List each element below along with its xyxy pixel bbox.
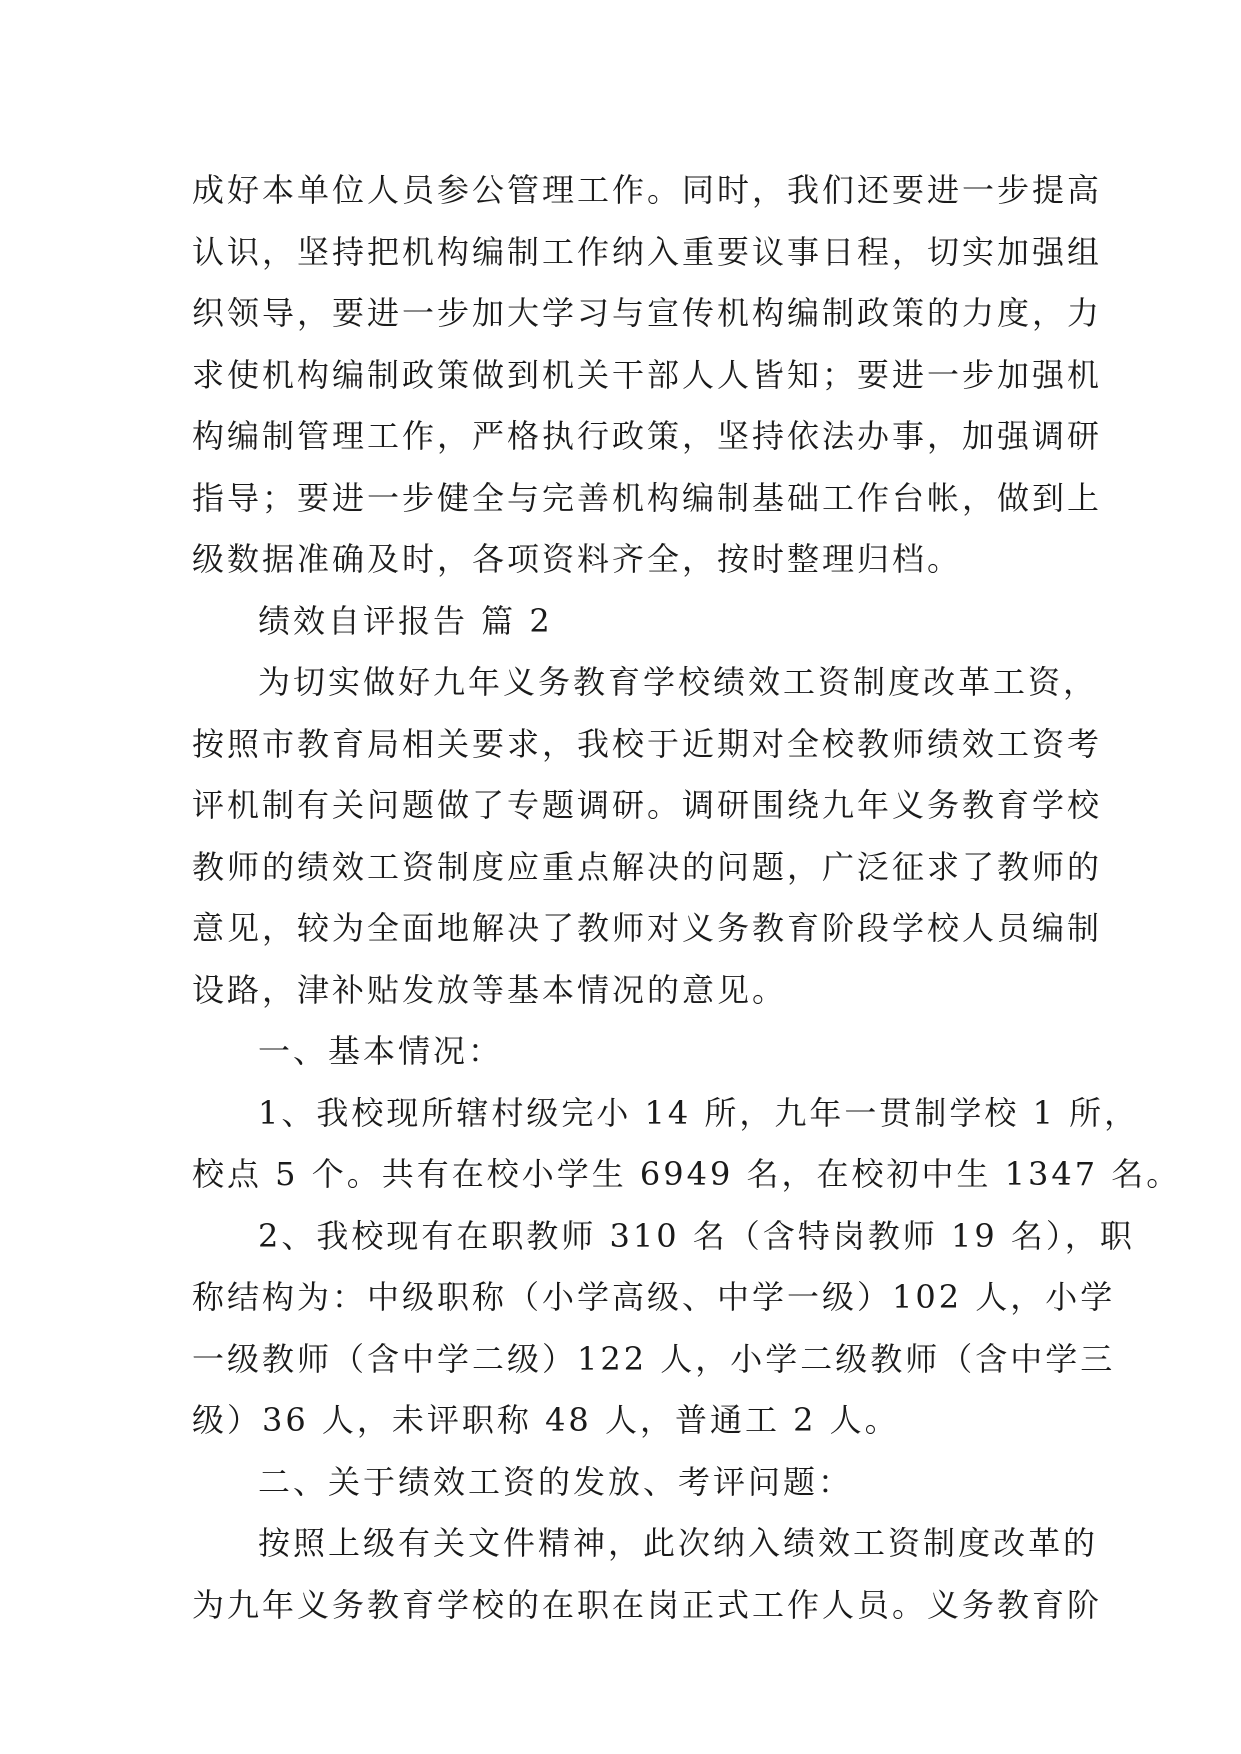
document-line: 级数据准确及时，各项资料齐全，按时整理归档。 bbox=[192, 540, 963, 578]
document-line: 按照上级有关文件精神，此次纳入绩效工资制度改革的 bbox=[258, 1524, 1099, 1562]
document-line: 2、我校现有在职教师 310 名（含特岗教师 19 名），职 bbox=[258, 1216, 1135, 1255]
document-line: 设路，津补贴发放等基本情况的意见。 bbox=[192, 970, 788, 1009]
document-line: 织领导，要进一步加大学习与宣传机构编制政策的力度，力 bbox=[192, 294, 1103, 332]
document-line: 称结构为：中级职称（小学高级、中学一级）102 人，小学 bbox=[192, 1278, 1116, 1316]
document-line: 为九年义务教育学校的在职在岗正式工作人员。义务教育阶 bbox=[192, 1585, 1103, 1624]
document-body bbox=[192, 160, 1182, 1636]
document-line: 一、基本情况： bbox=[258, 1032, 504, 1070]
document-line: 认识，坚持把机构编制工作纳入重要议事日程，切实加强组 bbox=[192, 232, 1103, 271]
document-line: 一级教师（含中学二级）122 人，小学二级教师（含中学三 bbox=[192, 1339, 1116, 1378]
document-line: 绩效自评报告 篇 2 bbox=[258, 601, 553, 640]
document-line: 求使机构编制政策做到机关干部人人皆知；要进一步加强机 bbox=[192, 355, 1103, 394]
document-line: 1、我校现所辖村级完小 14 所，九年一贯制学校 1 所， bbox=[258, 1093, 1140, 1132]
document-line: 校点 5 个。共有在校小学生 6949 名，在校初中生 1347 名。 bbox=[192, 1155, 1182, 1193]
document-line: 指导；要进一步健全与完善机构编制基础工作台帐，做到上 bbox=[192, 478, 1103, 517]
document-line: 构编制管理工作，严格执行政策，坚持依法办事，加强调研 bbox=[192, 417, 1103, 455]
document-line: 为切实做好九年义务教育学校绩效工资制度改革工资， bbox=[258, 663, 1099, 701]
document-line: 教师的绩效工资制度应重点解决的问题，广泛征求了教师的 bbox=[192, 847, 1103, 886]
document-line: 级）36 人，未评职称 48 人，普通工 2 人。 bbox=[192, 1401, 900, 1439]
document-line: 二、关于绩效工资的发放、考评问题： bbox=[258, 1462, 854, 1501]
document-line: 意见，较为全面地解决了教师对义务教育阶段学校人员编制 bbox=[192, 909, 1103, 947]
document-line: 按照市教育局相关要求，我校于近期对全校教师绩效工资考 bbox=[192, 724, 1103, 763]
document-line: 评机制有关问题做了专题调研。调研围绕九年义务教育学校 bbox=[192, 786, 1103, 824]
document-line: 成好本单位人员参公管理工作。同时，我们还要进一步提高 bbox=[192, 171, 1103, 209]
